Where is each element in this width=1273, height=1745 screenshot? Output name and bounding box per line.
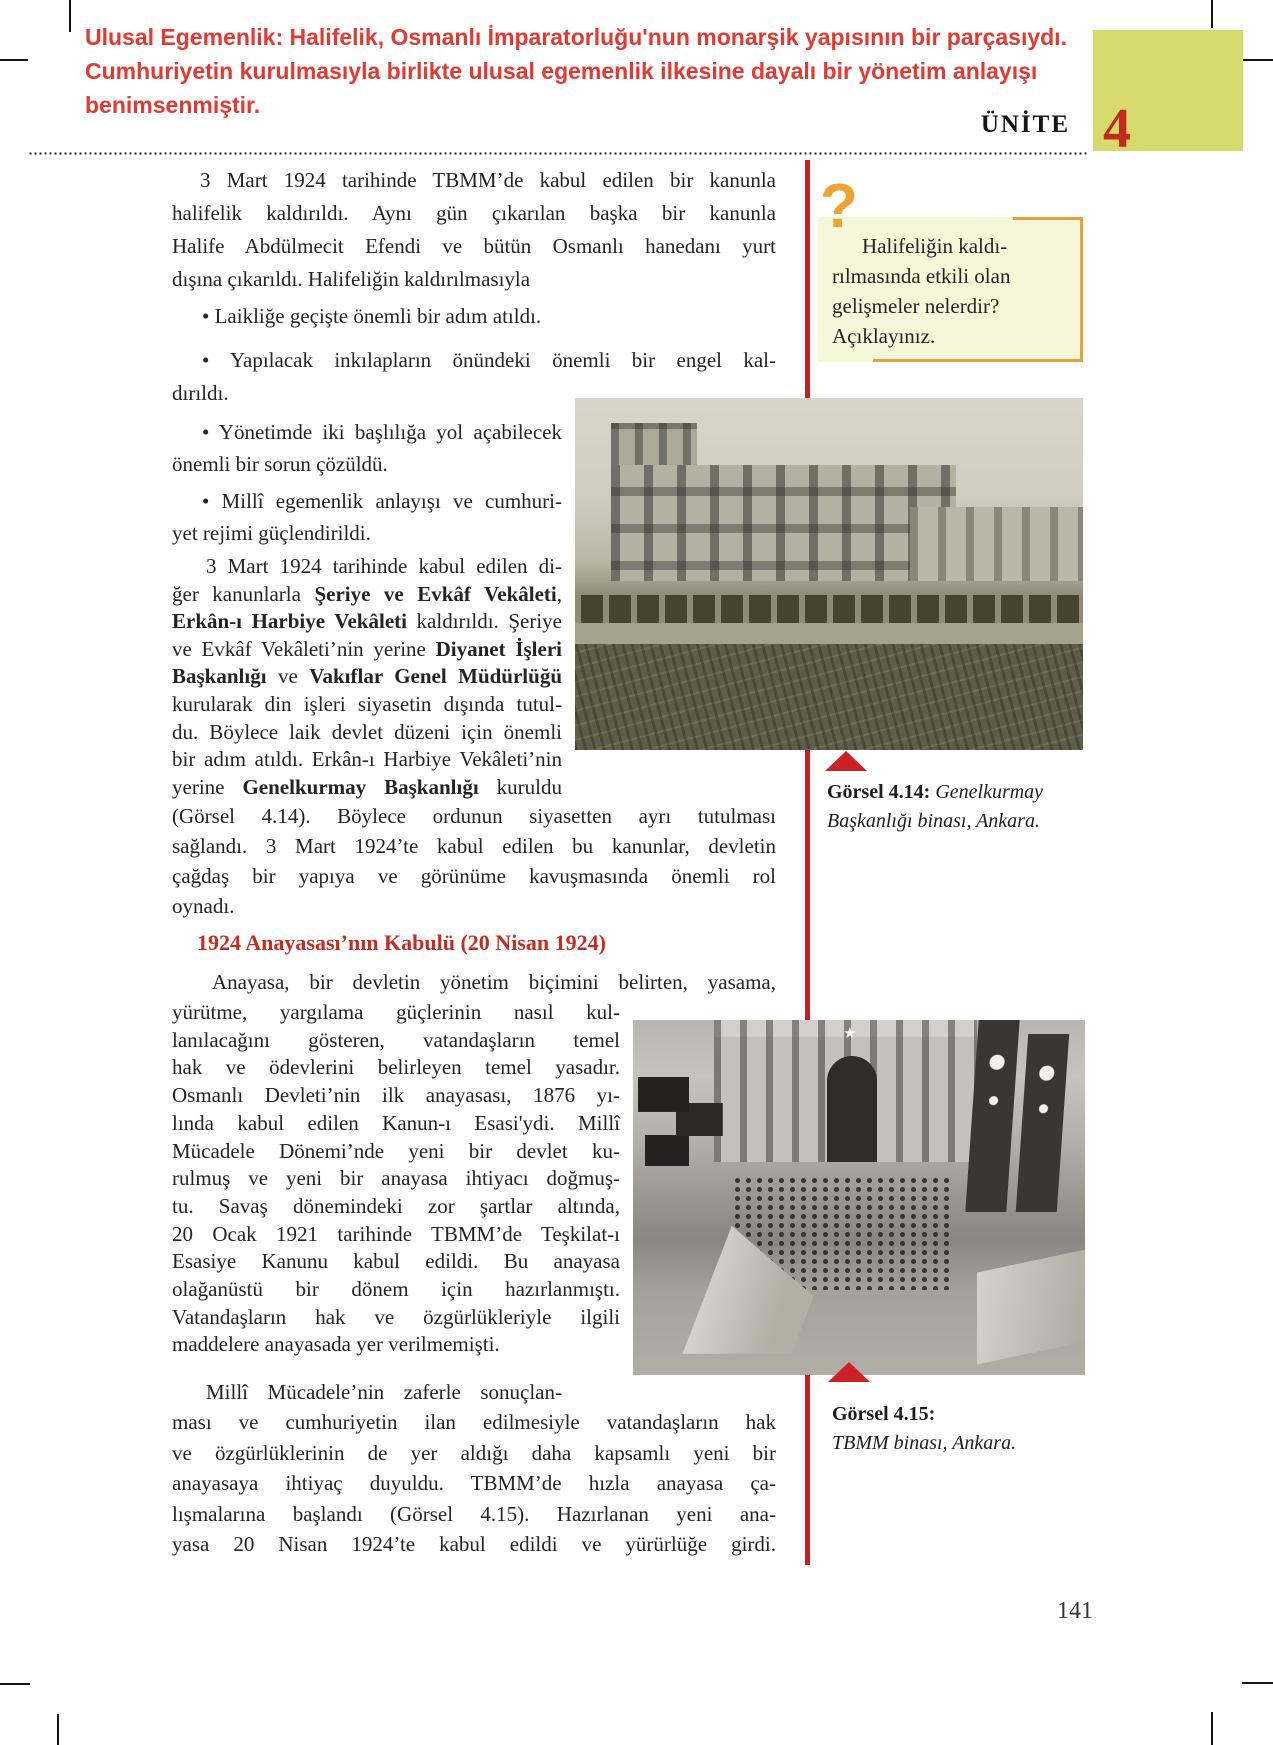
- bullet-item-1: • Laikliğe geçişte önemli bir adım atıldı.: [202, 304, 542, 328]
- bullet-item-3: • Yönetimde iki başlılığa yol açabilecek önemli bir sorun çözüldü.: [172, 420, 562, 476]
- parked-cars: [638, 1077, 756, 1169]
- unit-label: ÜNİTE: [980, 111, 1070, 138]
- question-box-border: [1013, 217, 1083, 220]
- body-paragraph-3-narrow: yürütme, yargılama güçlerinin nasıl kul- lanılacağını gösteren, vatandaşların temel hak ve ödevlerini belirleyen temel yasadır. Osmanlı Devleti’nin ilk anayasası, 1876 yı- lında kabul edilen Kanun-ı Esasi'ydi. Millî Mücadele Dönemi’nde yeni bir devlet ku- rulmuş ve yeni bir anayasa ihtiyacı doğmuş- tu. Savaş dönemindeki zor şartlar altında, 20 Ocak 1921 tarihinde TBMM’de Teşkilat-ı Esasiye Kanunu kabul edildi. Bu anayasa olağanüstü bir dönem için hazırlanmıştı. Vatandaşların hak ve özgürlükleriyle ilgili maddelere anayasada yer verilmemişti.: [172, 1000, 620, 1357]
- figure-4-14-photo: [575, 398, 1083, 750]
- question-box-border: [1080, 217, 1083, 362]
- bullet-item-4: • Millî egemenlik anlayışı ve cumhuri- yet rejimi güçlendirildi.: [172, 489, 562, 545]
- unit-number-box: [1093, 30, 1243, 160]
- turkish-flag: [1016, 1034, 1069, 1212]
- body-paragraph-2-narrow: 3 Mart 1924 tarihinde kabul edilen di- ğer kanunlarla Şeriye ve Evkâf Vekâleti, Erkân-ı Harbiye Vekâleti kaldırıldı. Şeriye ve Evkâf Vekâleti’nin yerine Diyanet İşleri Başkanlığı ve Vakıflar Genel Müdürlüğü kurularak din işleri siyasetin dışında tutul- du. Böylece laik devlet düzeni için önemli bir adım atıldı. Erkân-ı Harbiye Vekâleti’nin yerine Genelkurmay Başkanlığı kuruldu: [172, 554, 562, 799]
- crop-mark: [69, 0, 71, 32]
- crop-mark: [1211, 0, 1213, 28]
- question-mark-icon: ?: [820, 172, 858, 241]
- body-paragraph-4-narrow: Millî Mücadele’nin zaferle sonuçlan-: [206, 1380, 562, 1404]
- figure-4-14-caption: Görsel 4.14: Genelkurmay Başkanlığı binası, Ankara.: [827, 781, 1044, 832]
- crop-mark: [57, 1714, 59, 1745]
- figure-4-15-pointer-triangle-icon: [828, 1362, 870, 1382]
- body-paragraph-2-wide: (Görsel 4.14). Böylece ordunun siyasetten ayrı tutulması sağlandı. 3 Mart 1924’te kabul edilen bu kanunlar, devletin çağdaş bir yapıya ve görünüme kavuşmasında önemli rol oynadı.: [172, 804, 776, 918]
- crop-mark: [1211, 1712, 1213, 1745]
- body-paragraph-3-wide: Anayasa, bir devletin yönetim biçimini belirten, yasama,: [212, 970, 776, 994]
- star-ornament: ★: [843, 1026, 857, 1043]
- building-facade: [611, 465, 956, 581]
- crop-mark: [1243, 59, 1273, 61]
- section-heading: 1924 Anayasası’nın Kabulü (20 Nisan 1924): [197, 930, 606, 955]
- crop-mark: [0, 1683, 30, 1685]
- unit-number: 4: [1103, 98, 1131, 160]
- body-paragraph-4-wide: ması ve cumhuriyetin ilan edilmesiyle vatandaşların hak ve özgürlüklerinin de yer aldığı daha kapsamlı yeni bir anayasaya ihtiyaç duyuldu. TBMM’de hızla anayasa ça- lışmalarına başlandı (Görsel 4.15). Hazırlanan yeni ana- yasa 20 Nisan 1924’te kabul edildi ve yürürlüğe girdi.: [172, 1410, 776, 1556]
- dotted-rule: [28, 152, 1088, 155]
- crop-mark: [1242, 1682, 1273, 1684]
- building-wing: [910, 507, 1083, 581]
- figure-4-15-caption: Görsel 4.15: TBMM binası, Ankara.: [832, 1403, 1017, 1454]
- fence: [575, 595, 1083, 623]
- bullet-item-2: • Yapılacak inkılapların önündeki önemli bir engel kal- dırıldı.: [172, 348, 776, 405]
- unit-intro-text: Ulusal Egemenlik: Halifelik, Osmanlı İmparatorluğu'nun monarşik yapısının bir parçasıydı. Cumhuriyetin kurulmasıyla birlikte ulusal egemenlik ilkesine dayalı bir yönetim anlayışı benimsenmiştir.: [85, 24, 1067, 118]
- question-box-border: [873, 359, 1083, 362]
- field: [575, 644, 1083, 750]
- entrance-door: [827, 1056, 877, 1163]
- crop-mark: [0, 59, 28, 61]
- tent-structure: [977, 1250, 1085, 1365]
- figure-4-14-pointer-triangle-icon: [825, 751, 867, 771]
- page-number: 141: [1057, 1598, 1093, 1624]
- question-text: Halifeliğin kaldı- rılmasında etkili olan gelişmeler nelerdir? Açıklayınız.: [832, 234, 1011, 348]
- body-paragraph-1: 3 Mart 1924 tarihinde TBMM’de kabul edilen bir kanunla halifelik kaldırıldı. Aynı gün çıkarılan başka bir kanunla Halife Abdülmecit Efendi ve bütün Osmanlı hanedanı yurt dışına çıkarıldı. Halifeliğin kaldırılmasıyla: [172, 168, 776, 291]
- road: [575, 623, 1083, 644]
- figure-4-15-photo: [633, 1020, 1085, 1375]
